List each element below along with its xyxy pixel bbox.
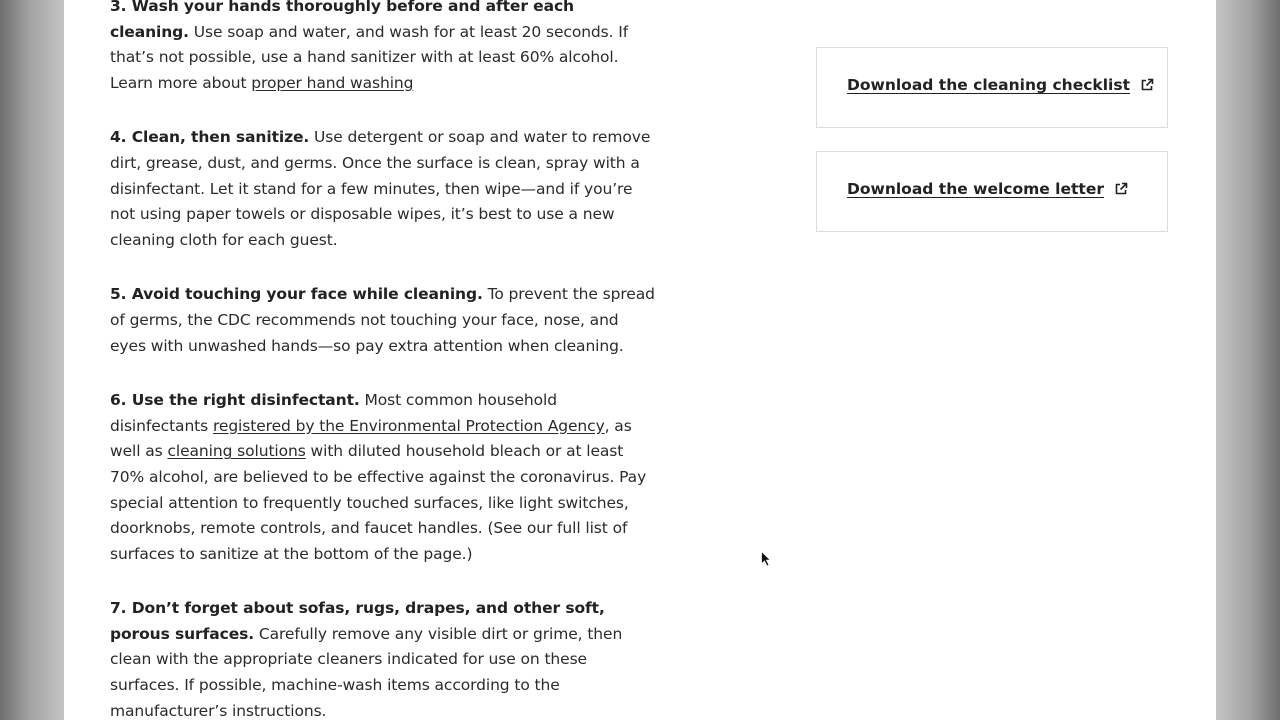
- epa-registered-link[interactable]: registered by the Environmental Protection Agency: [212, 416, 605, 435]
- step-right-disinfectant: [110, 388, 658, 567]
- proper-hand-washing-link[interactable]: proper hand washing: [251, 73, 414, 92]
- article-body: [110, 0, 658, 720]
- welcome-letter-card: [816, 151, 1168, 232]
- download-welcome-letter-link[interactable]: [847, 180, 1128, 198]
- step-heading: 4. Clean, then sanitize.: [110, 128, 310, 147]
- page: [64, 0, 1216, 720]
- step-heading: 5. Avoid touching your face while cleaning.: [110, 285, 483, 304]
- step-avoid-face: [110, 282, 658, 359]
- cleaning-solutions-link[interactable]: cleaning solutions: [167, 442, 306, 461]
- step-text: To prevent the spread of germs, the CDC recommends not touching your face, nose, and eyes with unwashed hands—so pay extra attention when cleaning.: [110, 285, 655, 355]
- card-link-label: Download the cleaning checklist: [847, 76, 1130, 94]
- step-text: Carefully remove any visible dirt or grime, then clean with the appropriate cleaners indicated for use on these surfaces. If possible, machine-wash items according to the manufacturer’s instructions.: [110, 624, 623, 720]
- step-soft-surfaces: [110, 596, 658, 720]
- card-link-label: Download the welcome letter: [847, 180, 1104, 198]
- step-text: Most common household disinfectants: [110, 391, 557, 435]
- step-heading: 6. Use the right disinfectant.: [110, 391, 360, 410]
- cleaning-checklist-card: [816, 47, 1168, 128]
- external-link-icon: [1114, 182, 1128, 196]
- step-text: , as well as: [110, 416, 632, 461]
- step-text: Use detergent or soap and water to remove dirt, grease, dust, and germs. Once the surface is clean, spray with a disinfectant. Let it stand for a few minutes, then wipe—and if you’re not using paper towels or disposable wipes, it’s best to use a new cleaning cloth for each guest.: [110, 128, 651, 249]
- step-hand-washing: [110, 0, 658, 96]
- step-heading: 3. Wash your hands thoroughly before and after each cleaning.: [110, 0, 574, 41]
- download-cleaning-checklist-link[interactable]: [847, 76, 1154, 94]
- mouse-cursor-icon: [761, 551, 771, 567]
- step-clean-sanitize: [110, 125, 658, 253]
- external-link-icon: [1140, 78, 1154, 92]
- step-heading: 7. Don’t forget about sofas, rugs, drapes, and other soft, porous surfaces.: [110, 599, 605, 643]
- step-text: Use soap and water, and wash for at least 20 seconds. If that’s not possible, use a hand sanitizer with at least 60% alcohol. Learn more about: [110, 22, 629, 92]
- step-text: with diluted household bleach or at least 70% alcohol, are believed to be effective against the coronavirus. Pay special attention to frequently touched surfaces, like light switches, doorknobs, remote controls, and faucet handles. (See our full list of surfaces to sanitize at the bottom of the page.): [110, 442, 647, 563]
